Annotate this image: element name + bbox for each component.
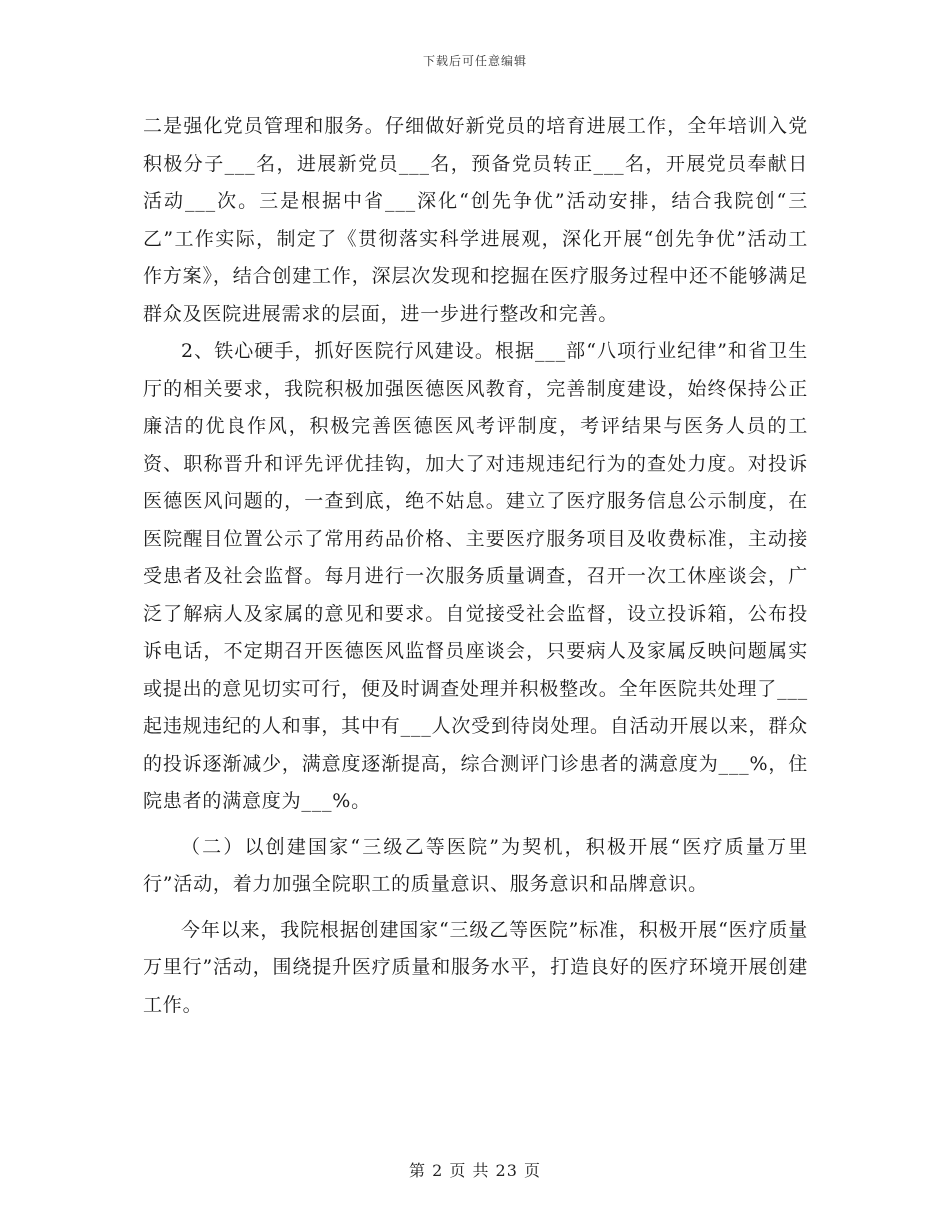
paragraph-hospital-conduct: 2、铁心硬手，抓好医院行风建设。根据___部“八项行业纪律”和省卫生厅的相关要求，我院积极加强医德医风教育，完善制度建设，始终保持公正廉洁的优良作风，积极完善医德医风考评制度，考评结果与医务人员的工资、职称晋升和评先评优挂钩，加大了对违规违纪行为的查处力度。对投诉医德医风问题的，一查到底，绝不姑息。建立了医疗服务信息公示制度，在医院醒目位置公示了常用药品价格、主要医疗服务项目及收费标准，主动接受患者及社会监督。每月进行一次服务质量调查，召开一次工休座谈会，广泛了解病人及家属的意见和要求。自觉接受社会监督，设立投诉箱，公布投诉电话，不定期召开医德医风监督员座谈会，只要病人及家属反映问题属实或提出的意见切实可行，便及时调查处理并积极整改。全年医院共处理了___起违规违纪的人和事，其中有___人次受到待岗处理。自活动开展以来，群众的投诉逐渐减少，满意度逐渐提高，综合测评门诊患者的满意度为___%，住院患者的满意度为___%。 [143, 340, 808, 812]
page-number: 第 2 页 共 23 页 [409, 1161, 541, 1180]
document-body [143, 108, 808, 1024]
paragraph-this-year: 今年以来，我院根据创建国家“三级乙等医院”标准，积极开展“医疗质量万里行”活动，围绕提升医疗质量和服务水平，打造良好的医疗环境开展创建工作。 [143, 918, 808, 1016]
page-header: 下载后可任意编辑 [422, 54, 527, 68]
paragraph-section-two-heading: （二）以创建国家“三级乙等医院”为契机，积极开展“医疗质量万里行”活动，着力加强全院职工的质量意识、服务意识和品牌意识。 [143, 835, 808, 895]
paragraph-party-member-management: 二是强化党员管理和服务。仔细做好新党员的培育进展工作，全年培训入党积极分子___名，进展新党员___名，预备党员转正___名，开展党员奉献日活动___次。三是根据中省___深化“创先争优”活动安排，结合我院创“三乙”工作实际，制定了《贯彻落实科学进展观，深化开展“创先争优”活动工作方案》，结合创建工作，深层次发现和挖掘在医疗服务过程中还不能够满足群众及医院进展需求的层面，进一步进行整改和完善。 [143, 115, 808, 325]
